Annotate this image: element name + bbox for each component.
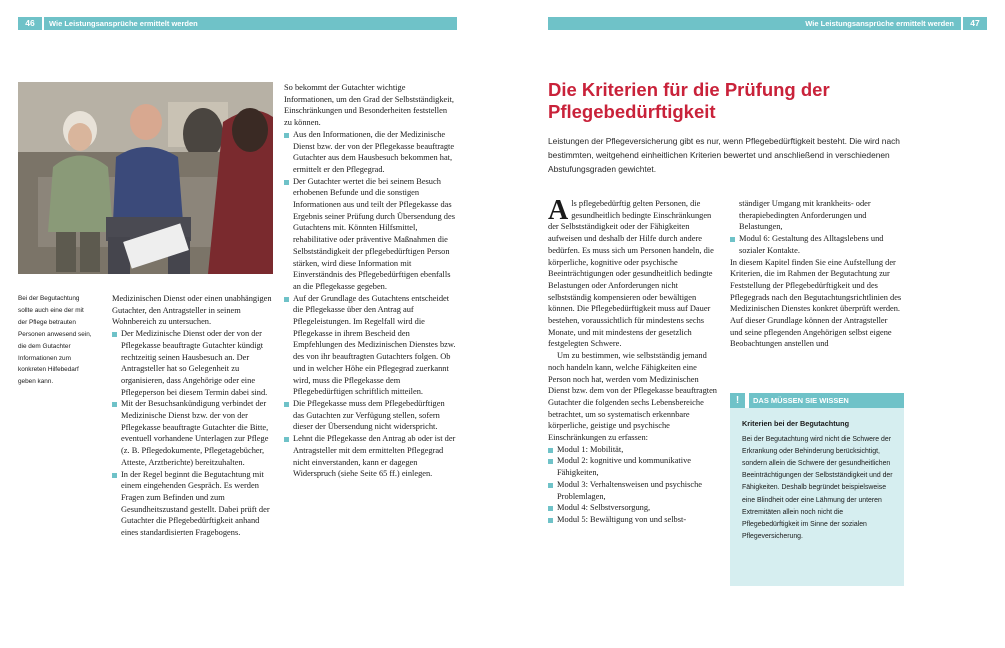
col1-bullet: Mit der Besuchsankündigung verbindet der Medizinische Dienst bzw. der von der Pflegekasse beauftragte Gutachter die Bitte, eventuell vorhandene Unterlagen zur Pflege (z. B. Pflegedokumente, Pflegetagebücher, Atteste, Arztberichte) bereitzuhalten.: [112, 398, 272, 468]
photo-caption: [18, 293, 93, 388]
col3-para1: [548, 195, 718, 350]
right-column-2: [730, 198, 902, 350]
chapter-lead: Leistungen der Pflegeversicherung gibt es nur, wenn Pflegebedürftigkeit besteht. Die wird nach bestimmten, weitgehend einheitlichen Kriterien bewertet und anschließend in verschiedenen Abstufungsgraden gewichtet.: [548, 136, 900, 175]
exclamation-icon: !: [730, 393, 745, 408]
col2-bullet: Die Pflegekasse muss dem Pflegebedürftigen das Gutachten zur Verfügung stellen, sofern dieser der Übersendung nicht widerspricht.: [284, 398, 456, 433]
drop-cap: A: [548, 195, 569, 226]
col1-bullet: In der Regel beginnt die Begutachtung mit einem eingehenden Gespräch. Es werden Fragen zum Befinden und zum Gesundheitszustand gestellt. Dabei prüft der Gutachter die Pflegebedürftigkeit anhand eines standardisierten Fragebogens.: [112, 469, 272, 539]
col2-intro: So bekommt der Gutachter wichtige Informationen, um den Grad der Selbstständigkeit, Einschränkungen und Besonderheiten feststellen zu können.: [284, 83, 455, 128]
page-number-left: 46: [18, 17, 44, 30]
info-box: [730, 395, 904, 586]
assessment-photo: [18, 82, 273, 274]
left-column-1: [112, 293, 272, 539]
page-number-right: 47: [961, 17, 987, 30]
module-item: Modul 4: Selbstversorgung,: [548, 502, 718, 514]
module-item: Modul 3: Verhaltensweisen und psychische Problemlagen,: [548, 479, 718, 502]
info-box-subtitle: Kriterien bei der Begutachtung: [742, 419, 850, 428]
chapter-title: Die Kriterien für die Prüfung der Pflegebedürftigkeit: [548, 79, 830, 122]
left-page-header: [18, 17, 457, 30]
running-title-left: Wie Leistungsansprüche ermittelt werden: [49, 19, 198, 28]
info-box-header: [730, 393, 904, 408]
col3-para1-text: ls pflegebedürftig gelten Personen, die gesundheitlich bedingte Einschränkungen der Selbstständigkeit oder der Fähigkeiten aufweisen und deshalb der Hilfe durch andere bedürfen. Es muss sich um Personen handeln, die körperliche, kognitive oder psychische Beeinträchtigungen oder gesundheitlich bedingte Belastungen oder Anforderungen nicht selbstständig kompensieren oder bewältigen können. Die Pflegebedürftigkeit muss auf Dauer bestehen, voraussichtlich für mindestens sechs Monate, und mit mindestens der gesetzlich festgelegten Schwere.: [548, 199, 714, 349]
module-item: Modul 2: kognitive und kommunikative Fähigkeiten,: [548, 455, 718, 478]
caption-text: Bei der Begutachtung sollte auch eine der mit der Pflege betrauten Personen anwesend sein, die dem Gutachter Informationen zum konkreten Hilfebedarf geben kann.: [18, 295, 92, 386]
col1-bullet: Der Medizinische Dienst oder der von der Pflegekasse beauftragte Gutachter kündigt rechtzeitig seinen Hausbesuch an. Der Antragsteller hat so Gelegenheit zu organisieren, dass Angehörige oder eine Pflegeperson bei diesem Termin dabei sind.: [112, 328, 272, 398]
col2-bullet: Aus den Informationen, die der Medizinische Dienst bzw. der von der Pflegekasse beauftragte Gutachter aus dem Hausbesuch bekommen hat, ermittelt er den Pflegegrad.: [284, 129, 456, 176]
module-item: Modul 6: Gestaltung des Alltagslebens und sozialer Kontakte.: [730, 233, 902, 256]
module-item: Modul 5: Bewältigung von und selbst-: [548, 514, 718, 526]
module-item: Modul 1: Mobilität,: [548, 444, 718, 456]
col3-para2: Um zu bestimmen, wie selbstständig jemand noch handeln kann, welche Fähigkeiten eine Person noch hat, werden vom Medizinischen Dienst bzw. dem von der Pflegekasse beauftragten Gutachter die folgenden sechs Lebensbereiche betrachtet, um so systematisch erkennbare körperliche, geistige und psychische Einschränkungen zu erfassen:: [548, 351, 717, 443]
info-box-body: [742, 418, 898, 543]
module-5-continued: ständiger Umgang mit krankheits- oder therapiebedingten Anforderungen und Belastungen,: [739, 199, 871, 232]
info-box-text: Bei der Begutachtung wird nicht die Schwere der Erkrankung oder Behinderung berücksichtigt, sondern allein die Schwere der gesundheitlichen Beeinträchtigungen der Selbstständigkeit und der Fähigkeiten. Deshalb begründet beispielsweise eine Blindheit oder eine Lähmung der unteren Extremitäten allein noch nicht die Pflegebedürftigkeit im Sinne der sozialen Pflegeversicherung.: [742, 436, 893, 540]
col4-para: In diesem Kapitel finden Sie eine Aufstellung der Kriterien, die im Rahmen der Begutachtung zur Feststellung der Pflegebedürftigkeit und des Pflegegrads nach den Begutachtungsrichtlinien des Medizinischen Dienstes konkret überprüft werden. Auf dieser Grundlage können der Antragsteller und seine pflegenden Angehörigen selbst eigene Beobachtungen anstellen und: [730, 257, 902, 349]
photo-illustration: [18, 82, 273, 274]
col2-bullet: Der Gutachter wertet die bei seinem Besuch erhobenen Befunde und die sonstigen Informationen aus und teilt der Pflegekasse das Ergebnis seiner Prüfung durch Übersendung des Gutachtens mit. Könnten Hilfsmittel, rehabilitative oder präventive Maßnahmen die Selbstständigkeit der pflegebedürftigen Person stärken, wird diese Information mit Einverständnis des Pflegebedürftigen ebenfalls an die Pflegekasse gegeben.: [284, 176, 456, 293]
col2-bullet: Auf der Grundlage des Gutachtens entscheidet die Pflegekasse über den Antrag auf Pflegeleistungen. Im Regelfall wird die Pflegekasse in ihrem Bescheid den Empfehlungen des Medizinischen Dienstes bzw. des von ihr beauftragten Gutachters folgen. Ob und in welcher Höhe ein Pflegegrad zuerkannt wird, muss die Pflegekasse dem Pflegebedürftigen schriftlich mitteilen.: [284, 293, 456, 398]
col2-bullet: Lehnt die Pflegekasse den Antrag ab oder ist der Antragsteller mit dem ermittelten Pflegegrad nicht einverstanden, kann er dagegen Widerspruch (siehe Seite 65 ff.) einlegen.: [284, 433, 456, 480]
info-box-title: DAS MÜSSEN SIE WISSEN: [749, 393, 904, 408]
left-column-2: [284, 82, 456, 480]
running-title-right: Wie Leistungsansprüche ermittelt werden: [805, 19, 954, 28]
right-page-header: [548, 17, 987, 30]
col1-intro: Medizinischen Dienst oder einen unabhängigen Gutachter, den Antragsteller in seinem Wohnbereich zu untersuchen.: [112, 294, 272, 327]
right-column-1: [548, 195, 718, 526]
